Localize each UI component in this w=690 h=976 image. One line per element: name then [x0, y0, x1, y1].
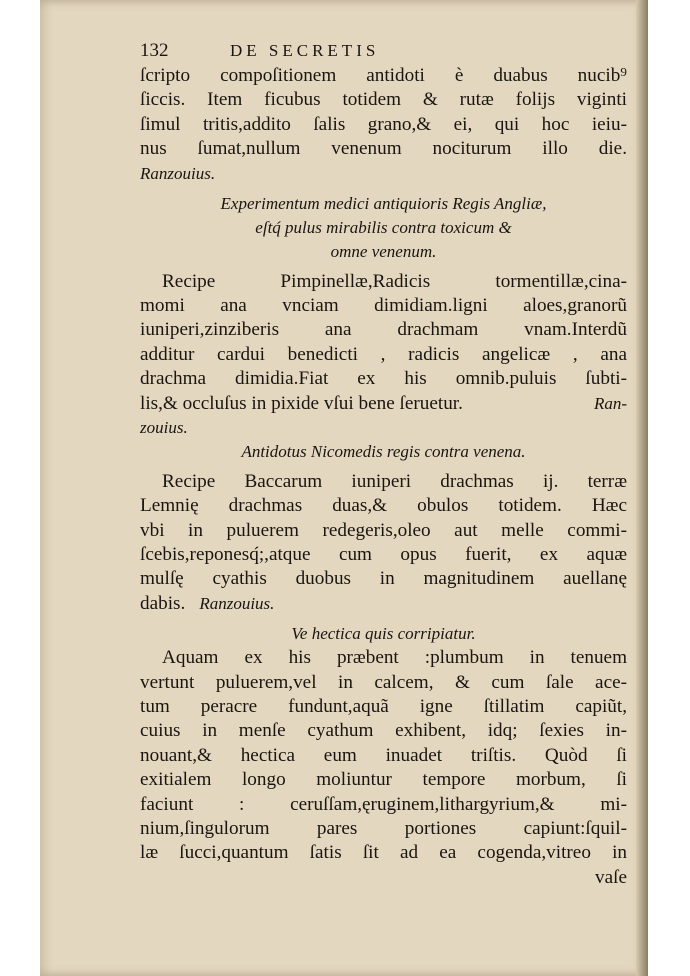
text-line: mulſę cyathis duobus in magnitudinem auellanę	[140, 568, 627, 590]
text-line: momi ana vnciam dimidiam.ligni aloes,granorũ	[140, 294, 627, 316]
text-line: tum peracre fundunt,aquã igne ſtillatim capiũt,	[140, 696, 627, 718]
source-attribution: Ranzouius.	[140, 163, 216, 183]
text-line: nus ſumat,nullum venenum nociturum illo die.	[140, 138, 627, 160]
text-line: vertunt puluerem,vel in calcem, & cum ſale ace-	[140, 671, 627, 693]
text-line	[140, 392, 627, 416]
text-line: læ ſucci,quantum ſatis ſit ad ea cogenda,vitreo in	[140, 842, 627, 864]
source-attribution: Ranzouius.	[199, 593, 275, 613]
section-heading: Experimentum medici antiquioris Regis Angliæ,	[220, 193, 547, 213]
text-line: drachma dimidia.Fiat ex his omnib.puluis ſubti-	[140, 368, 627, 390]
page-number: 132	[140, 40, 169, 61]
text-line: nouant,& hectica eum inuadet triſtis. Quòd ſi	[140, 744, 627, 766]
text-line: Recipe Baccarum iuniperi drachmas ij. terræ	[162, 470, 627, 492]
page-text	[140, 40, 627, 890]
text-line: nium,ſingulorum pares portiones capiunt:ſquil-	[140, 817, 627, 839]
running-header	[140, 40, 627, 64]
running-title: DE SECRETIS	[230, 41, 380, 60]
text-line: Recipe Pimpinellæ,Radicis tormentillæ,cina-	[162, 270, 627, 292]
text-fragment: lis,& occluſus in pixide vſui bene ſeruetur.	[140, 392, 463, 414]
text-fragment: dabis.	[140, 592, 186, 614]
section-heading: eſtq́ pulus mirabilis contra toxicum &	[255, 217, 512, 237]
text-line: cuius in menſe cyathum exhibent, idq; ſexies in-	[140, 720, 627, 742]
source-attribution: zouius.	[140, 417, 188, 437]
section-heading: omne venenum.	[330, 241, 437, 261]
text-line: Aquam ex his præbent :plumbum in tenuem	[162, 647, 627, 669]
text-line	[140, 592, 627, 616]
text-line: iuniperi,zinziberis ana drachmam vnam.Interdũ	[140, 319, 627, 341]
text-line: faciunt : ceruſſam,ęruginem,lithargyrium,& mi-	[140, 793, 627, 815]
source-attribution: Ran-	[593, 393, 627, 413]
text-line: ſimul tritis,addito ſalis grano,& ei, qui hoc ieiu-	[140, 113, 627, 135]
section-heading: Antidotus Nicomedis regis contra venena.	[241, 441, 526, 461]
text-line: additur cardui benedicti , radicis angelicæ , ana	[140, 343, 627, 365]
text-line: vbi in puluerem redegeris,oleo aut melle commi-	[140, 519, 627, 541]
text-line: ſcebis,reponesq́;,atque cum opus fuerit, ex aquæ	[140, 544, 627, 566]
text-line: Lemnię drachmas duas,& obulos totidem. Hæc	[140, 495, 627, 517]
section-heading: Ve hectica quis corripiatur.	[291, 624, 476, 644]
text-line: exitialem longo moliuntur tempore morbum, ſi	[140, 769, 627, 791]
catchword: vaſe	[595, 866, 627, 888]
text-line: ſiccis. Item ficubus totidem & rutæ folijs viginti	[140, 89, 627, 111]
text-line: ſcripto compoſitionem antidoti è duabus nucib⁹	[140, 65, 627, 86]
page-edge	[636, 0, 648, 976]
